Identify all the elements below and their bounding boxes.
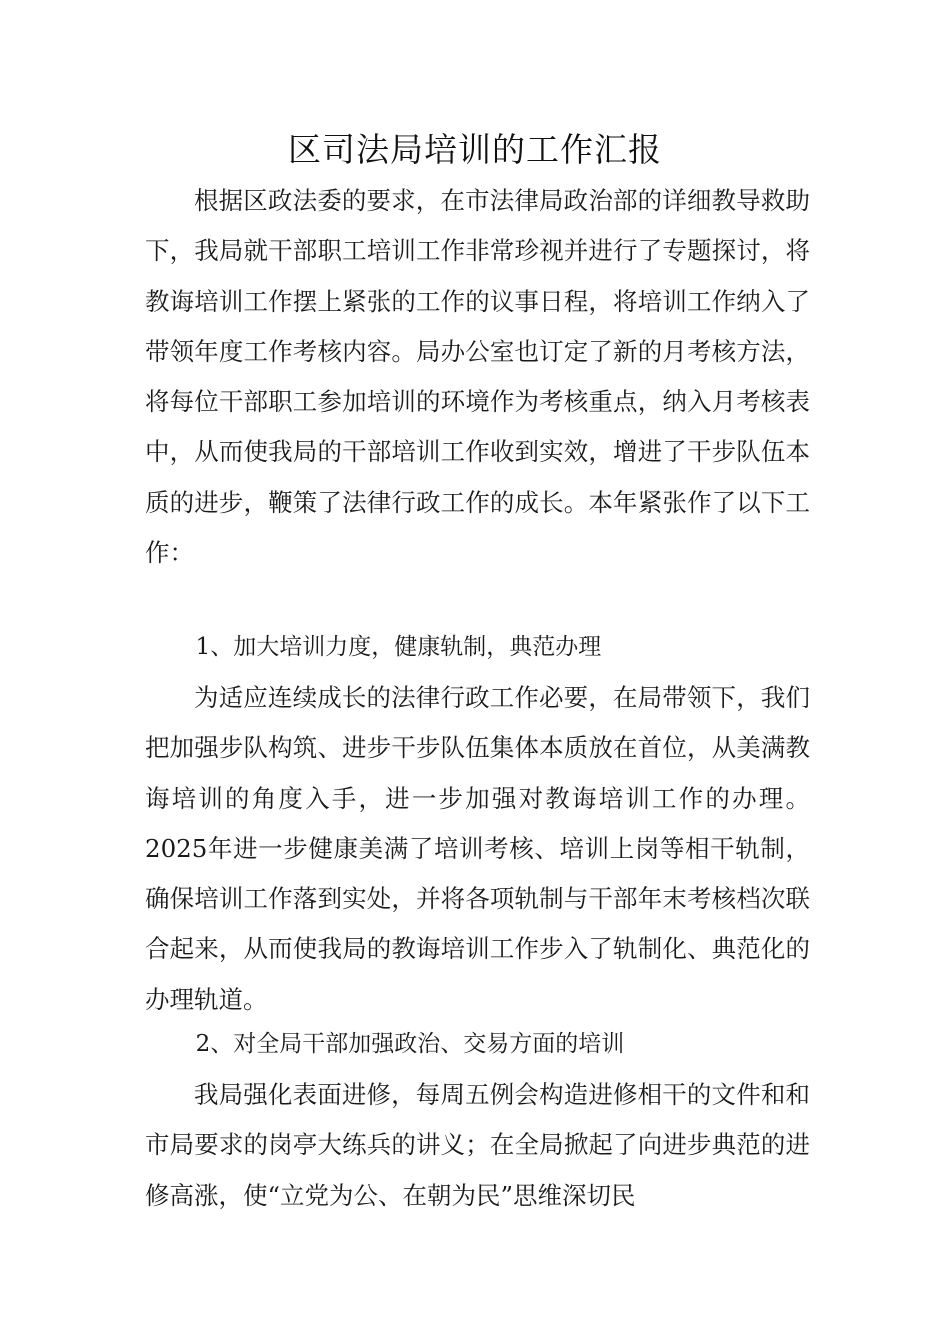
paragraph-section-1: 为适应连续成长的法律行政工作必要，在局带领下，我们把加强步队构筑、进步干步队伍集体本质放在首位，从美满教诲培训的角度入手，进一步加强对教诲培训工作的办理。2025年进一步健康美满了培训考核、培训上岗等相干轨制，确保培训工作落到实处，并将各项轨制与干部年末考核档次联合起来，从而使我局的教诲培训工作步入了轨制化、典范化的办理轨道。 (145, 683, 810, 1014)
paragraph-section-2: 我局强化表面进修，每周五例会构造进修相干的文件和和市局要求的岗亭大练兵的讲义；在全局掀起了向进步典范的进修高涨，使“立党为公、在朝为民”思维深切民 (145, 1080, 810, 1210)
document-title: 区司法局培训的工作汇报 (288, 130, 662, 169)
section-heading-1: 1、加大培训力度，健康轨制，典范办理 (195, 634, 602, 660)
paragraph-intro: 根据区政法委的要求，在市法律局政治部的详细教导救助下，我局就干部职工培训工作非常珍视并进行了专题探讨，将教诲培训工作摆上紧张的工作的议事日程，将培训工作纳入了带领年度工作考核内容。局办公室也订定了新的月考核方法，将每位干部职工参加培训的环境作为考核重点，纳入月考核表中，从而使我局的干部培训工作收到实效，增进了干步队伍本质的进步，鞭策了法律行政工作的成长。本年紧张作了以下工作： (145, 186, 810, 568)
section-heading-2: 2、对全局干部加强政治、交易方面的培训 (195, 1031, 625, 1057)
